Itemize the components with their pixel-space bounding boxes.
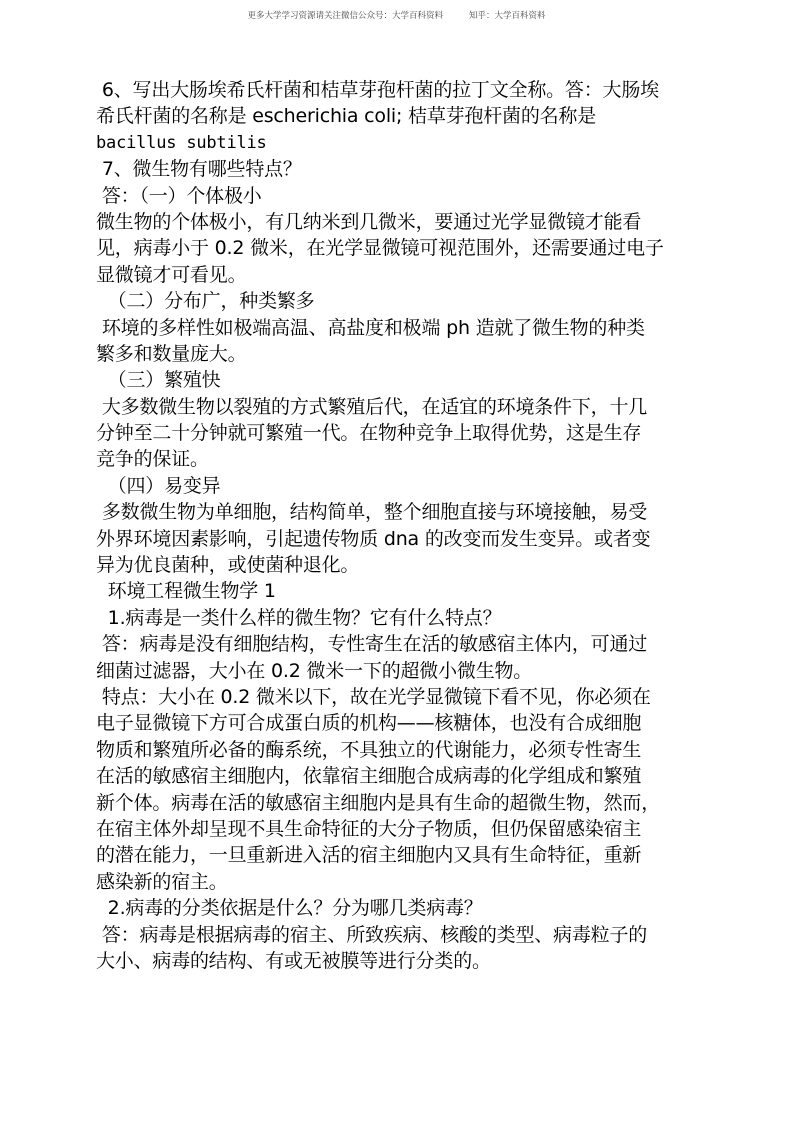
text-line: 显微镜才可看见。 [96,263,247,286]
text-line: 环境的多样性如极端高温、高盐度和极端 ph 造就了微生物的种类 [96,316,645,339]
text-line: 感染新的宿主。 [96,870,228,893]
text-line: 希氏杆菌的名称是 escherichia coli; 桔草芽孢杆菌的名称是 [96,105,597,128]
text-line: 繁多和数量庞大。 [96,342,247,365]
text-line: 在宿主体外却呈现不具生命特征的大分子物质，但仍保留感染宿主 [96,817,642,840]
text-line: 竞争的保证。 [96,448,209,471]
text-line: 细菌过滤器，大小在 0.2 微米一下的超微小微生物。 [96,659,533,682]
text-line: 见，病毒小于 0.2 微米，在光学显微镜可视范围外，还需要通过电子 [96,237,664,260]
text-line: 大小、病毒的结构、有或无被膜等进行分类的。 [96,949,491,972]
text-line: 的潜在能力，一旦重新进入活的宿主细胞内又具有生命特征，重新 [96,844,642,867]
question-heading: 7、微生物有哪些特点？ [96,158,302,181]
text-line: 多数微生物为单细胞，结构简单，整个细胞直接与环境接触，易受 [96,501,648,524]
text-line: 分钟至二十分钟就可繁殖一代。在物种竞争上取得优势，这是生存 [96,422,642,445]
text-line: 异为优良菌种，或使菌种退化。 [96,554,360,577]
question-heading: 2.病毒的分类依据是什么？分为哪几类病毒？ [96,897,483,920]
text-line: 外界环境因素影响，引起遗传物质 dna 的改变而发生变异。或者变 [96,527,651,550]
text-line: bacillus subtilis [96,132,267,153]
text-line: 特点：大小在 0.2 微米以下，故在光学显微镜下看不见，你必须在 [96,685,651,708]
text-line: 答：（一）个体极小 [96,184,262,207]
text-line: 微生物的个体极小，有几纳米到几微米，要通过光学显微镜才能看 [96,210,642,233]
header-right-text: 知乎：大学百科资料 [469,11,546,21]
text-line: 答：病毒是根据病毒的宿主、所致疾病、核酸的类型、病毒粒子的 [96,923,648,946]
text-line: 物质和繁殖所必备的酶系统，不具独立的代谢能力，必须专性寄生 [96,738,642,761]
section-heading: （四）易变异 [96,474,221,497]
question-heading: 1.病毒是一类什么样的微生物？它有什么特点？ [96,606,502,629]
text-line: 新个体。病毒在活的敏感宿主细胞内是具有生命的超微生物，然而， [96,791,661,814]
header-left-text: 更多大学学习资源请关注微信公众号：大学百科资料 [247,11,443,21]
page-header [0,9,793,21]
text-line: 电子显微镜下方可合成蛋白质的机构——核糖体，也没有合成细胞 [96,712,642,735]
section-heading: （三）繁殖快 [96,369,221,392]
chapter-title: 环境工程微生物学 1 [96,580,276,603]
text-line: 在活的敏感宿主细胞内，依靠宿主细胞合成病毒的化学组成和繁殖 [96,765,642,788]
text-line: 答：病毒是没有细胞结构，专性寄生在活的敏感宿主体内，可通过 [96,633,648,656]
text-line: 大多数微生物以裂殖的方式繁殖后代，在适宜的环境条件下，十几 [96,395,648,418]
section-heading: （二）分布广，种类繁多 [96,290,315,313]
document-body [96,77,706,974]
text-line: 6、写出大肠埃希氏杆菌和桔草芽孢杆菌的拉丁文全称。答：大肠埃 [96,79,659,101]
